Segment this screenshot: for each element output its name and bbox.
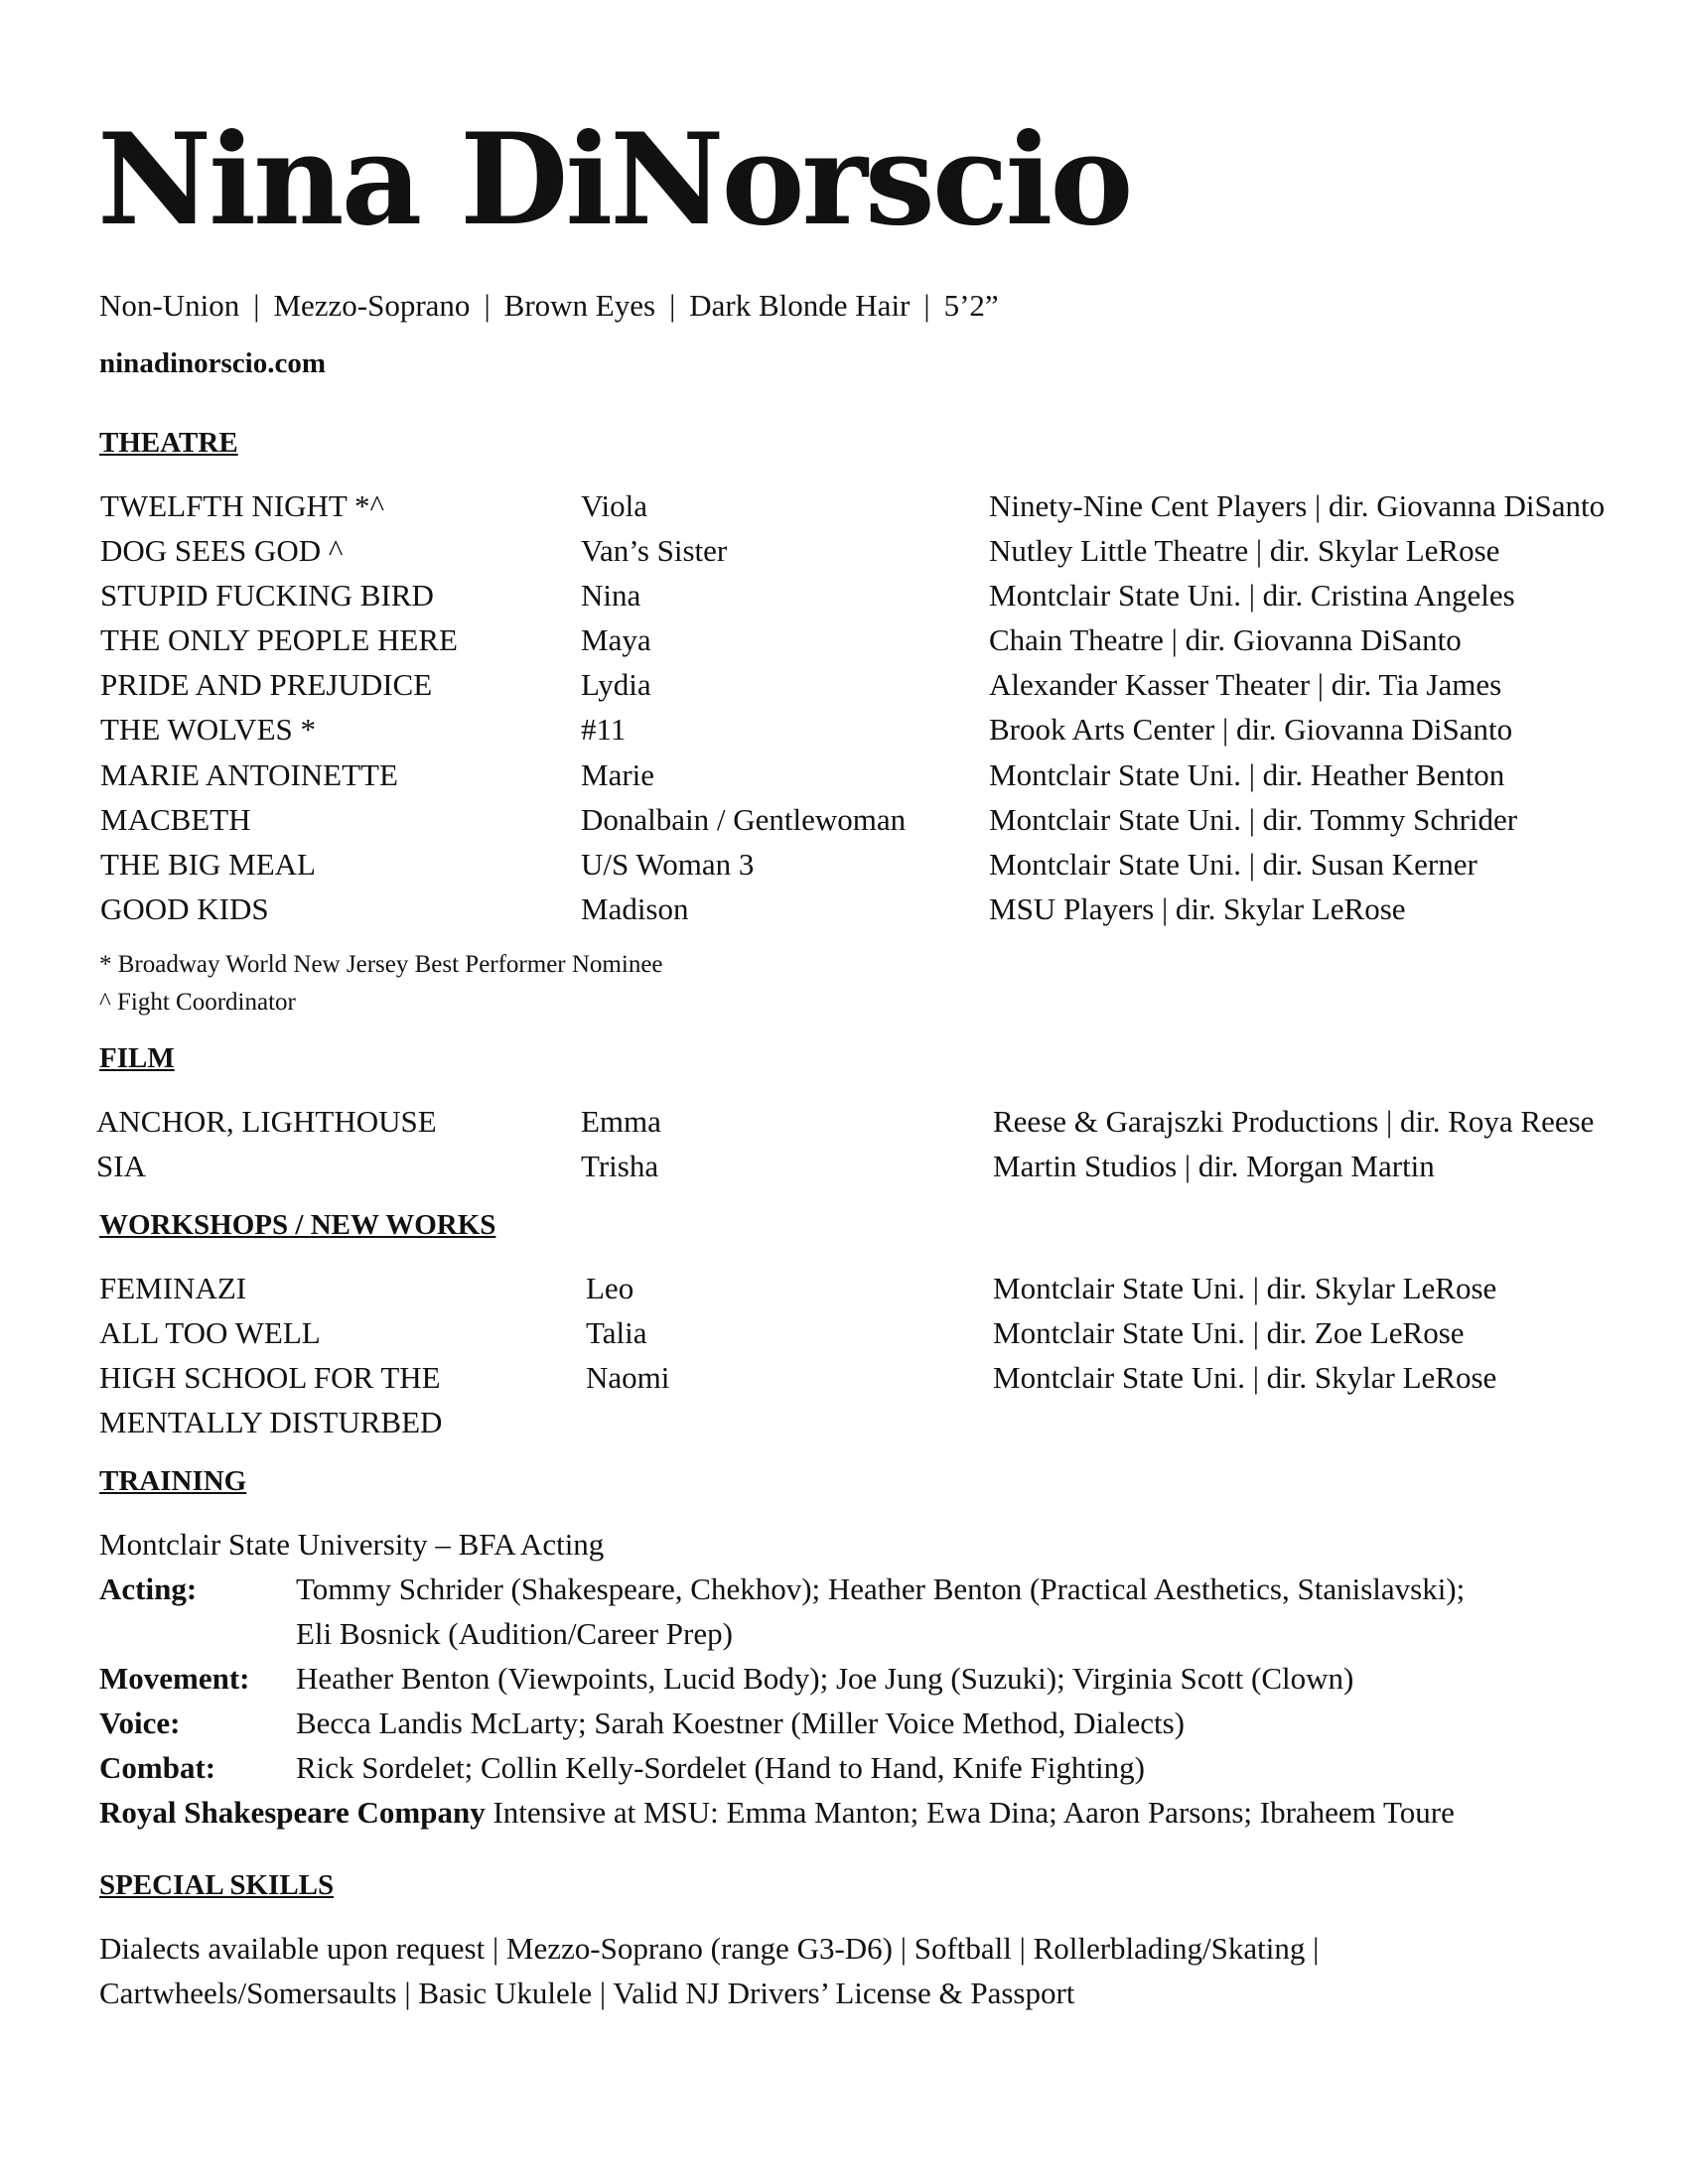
workshop-credit-row [0,1271,1688,1315]
theatre-credit-row [0,757,1688,802]
credit-company: MSU Players | dir. Skylar LeRose [989,891,1406,926]
credit-company: Ninety-Nine Cent Players | dir. Giovanna DiSanto [989,488,1606,523]
workshop-credit-row [0,1315,1688,1360]
credit-company: Montclair State Uni. | dir. Heather Benton [989,757,1505,792]
film-heading: FILM [99,1042,175,1074]
credit-role: #11 [581,712,627,747]
stat-voice-type: Mezzo-Soprano [273,288,471,323]
credit-title: MARIE ANTOINETTE [100,757,398,792]
stat-height: 5’2” [943,288,999,323]
special-skills-line: Dialects available upon request | Mezzo-Soprano (range G3-D6) | Softball | Rollerblading/Skating | [99,1931,1320,1966]
credit-role: Naomi [586,1360,670,1395]
training-combat-teachers: Rick Sordelet; Collin Kelly-Sordelet (Hand to Hand, Knife Fighting) [296,1750,1145,1785]
workshop-credit-row [0,1360,1688,1405]
stat-union: Non-Union [99,288,240,323]
credit-title: THE WOLVES * [100,712,316,747]
workshops-heading: WORKSHOPS / NEW WORKS [99,1209,496,1241]
stat-hair: Dark Blonde Hair [689,288,911,323]
credit-role: Viola [581,488,648,523]
training-rsc-line [99,1795,1455,1831]
performer-name: Nina DiNorscio [97,106,1131,253]
training-movement-teachers: Heather Benton (Viewpoints, Lucid Body); Joe Jung (Suzuki); Virginia Scott (Clown) [296,1661,1354,1696]
credit-title: PRIDE AND PREJUDICE [100,667,433,702]
credit-role: Donalbain / Gentlewoman [581,802,907,837]
credit-role: Madison [581,891,689,926]
training-voice-label: Voice: [99,1706,181,1740]
training-voice-teachers: Becca Landis McLarty; Sarah Koestner (Miller Voice Method, Dialects) [296,1706,1185,1740]
theatre-credit-row [0,847,1688,891]
credit-title: ALL TOO WELL [99,1315,321,1350]
special-skills-line-continued: Cartwheels/Somersaults | Basic Ukulele | Valid NJ Drivers’ License & Passport [99,1976,1075,2010]
special-skills-heading: SPECIAL SKILLS [99,1869,335,1901]
credit-role: Maya [581,622,651,657]
credit-title: FEMINAZI [99,1271,247,1305]
credit-title: DOG SEES GOD ^ [100,533,344,568]
credit-title: GOOD KIDS [100,891,269,926]
credit-company: Montclair State Uni. | dir. Susan Kerner [989,847,1477,882]
credit-title: SIA [96,1149,146,1183]
stat-separator: | [253,288,260,323]
credit-role: Lydia [581,667,651,702]
theatre-credit-row [0,891,1688,936]
training-acting-teachers-continued: Eli Bosnick (Audition/Career Prep) [296,1616,733,1651]
workshop-title-continuation [0,1405,1688,1449]
training-acting-label: Acting: [99,1571,198,1606]
theatre-credit-row [0,533,1688,578]
theatre-credit-row [0,667,1688,712]
credit-company: Montclair State Uni. | dir. Skylar LeRose [993,1271,1497,1305]
credit-title-continued: MENTALLY DISTURBED [99,1405,443,1439]
credit-company: Martin Studios | dir. Morgan Martin [993,1149,1435,1183]
credit-role: U/S Woman 3 [581,847,755,882]
credit-role: Trisha [581,1149,659,1183]
fight-coordinator-note: ^ Fight Coordinator [99,989,296,1016]
credit-title: THE BIG MEAL [100,847,316,882]
credit-company: Montclair State Uni. | dir. Cristina Angeles [989,578,1515,613]
rsc-details: Intensive at MSU: Emma Manton; Ewa Dina; Aaron Parsons; Ibraheem Toure [485,1795,1455,1830]
credit-title: MACBETH [100,802,251,837]
theatre-heading: THEATRE [99,427,238,459]
credit-role: Emma [581,1104,661,1139]
credit-company: Alexander Kasser Theater | dir. Tia James [989,667,1502,702]
credit-title: TWELFTH NIGHT *^ [100,488,385,523]
training-combat-label: Combat: [99,1750,216,1785]
training-movement-label: Movement: [99,1661,250,1696]
credit-role: Van’s Sister [581,533,728,568]
credit-company: Reese & Garajszki Productions | dir. Roya Reese [993,1104,1595,1139]
stat-separator: | [923,288,930,323]
theatre-credit-row [0,622,1688,667]
stat-eyes: Brown Eyes [503,288,656,323]
credit-role: Nina [581,578,641,613]
website-link[interactable]: ninadinorscio.com [99,347,326,379]
film-credit-row [0,1104,1688,1149]
film-credit-row [0,1149,1688,1193]
credit-company: Brook Arts Center | dir. Giovanna DiSanto [989,712,1513,747]
credit-role: Talia [586,1315,647,1350]
stat-separator: | [484,288,491,323]
credit-company: Montclair State Uni. | dir. Tommy Schrider [989,802,1518,837]
theatre-credit-row [0,488,1688,533]
credit-title: HIGH SCHOOL FOR THE [99,1360,441,1395]
training-heading: TRAINING [99,1465,247,1497]
credit-title: THE ONLY PEOPLE HERE [100,622,458,657]
credit-company: Chain Theatre | dir. Giovanna DiSanto [989,622,1462,657]
credit-company: Montclair State Uni. | dir. Skylar LeRose [993,1360,1497,1395]
training-acting-teachers: Tommy Schrider (Shakespeare, Chekhov); Heather Benton (Practical Aesthetics, Stanislavski); [296,1571,1466,1606]
credit-role: Leo [586,1271,634,1305]
stats-line [99,288,999,324]
theatre-credit-row [0,712,1688,756]
credit-title: ANCHOR, LIGHTHOUSE [96,1104,437,1139]
credit-title: STUPID FUCKING BIRD [100,578,434,613]
nominee-note: * Broadway World New Jersey Best Performer Nominee [99,951,663,978]
theatre-credit-row [0,802,1688,847]
rsc-name: Royal Shakespeare Company [99,1795,486,1830]
training-school: Montclair State University – BFA Acting [99,1527,605,1562]
credit-company: Nutley Little Theatre | dir. Skylar LeRose [989,533,1500,568]
credit-company: Montclair State Uni. | dir. Zoe LeRose [993,1315,1465,1350]
theatre-credit-row [0,578,1688,622]
stat-separator: | [669,288,676,323]
credit-role: Marie [581,757,655,792]
